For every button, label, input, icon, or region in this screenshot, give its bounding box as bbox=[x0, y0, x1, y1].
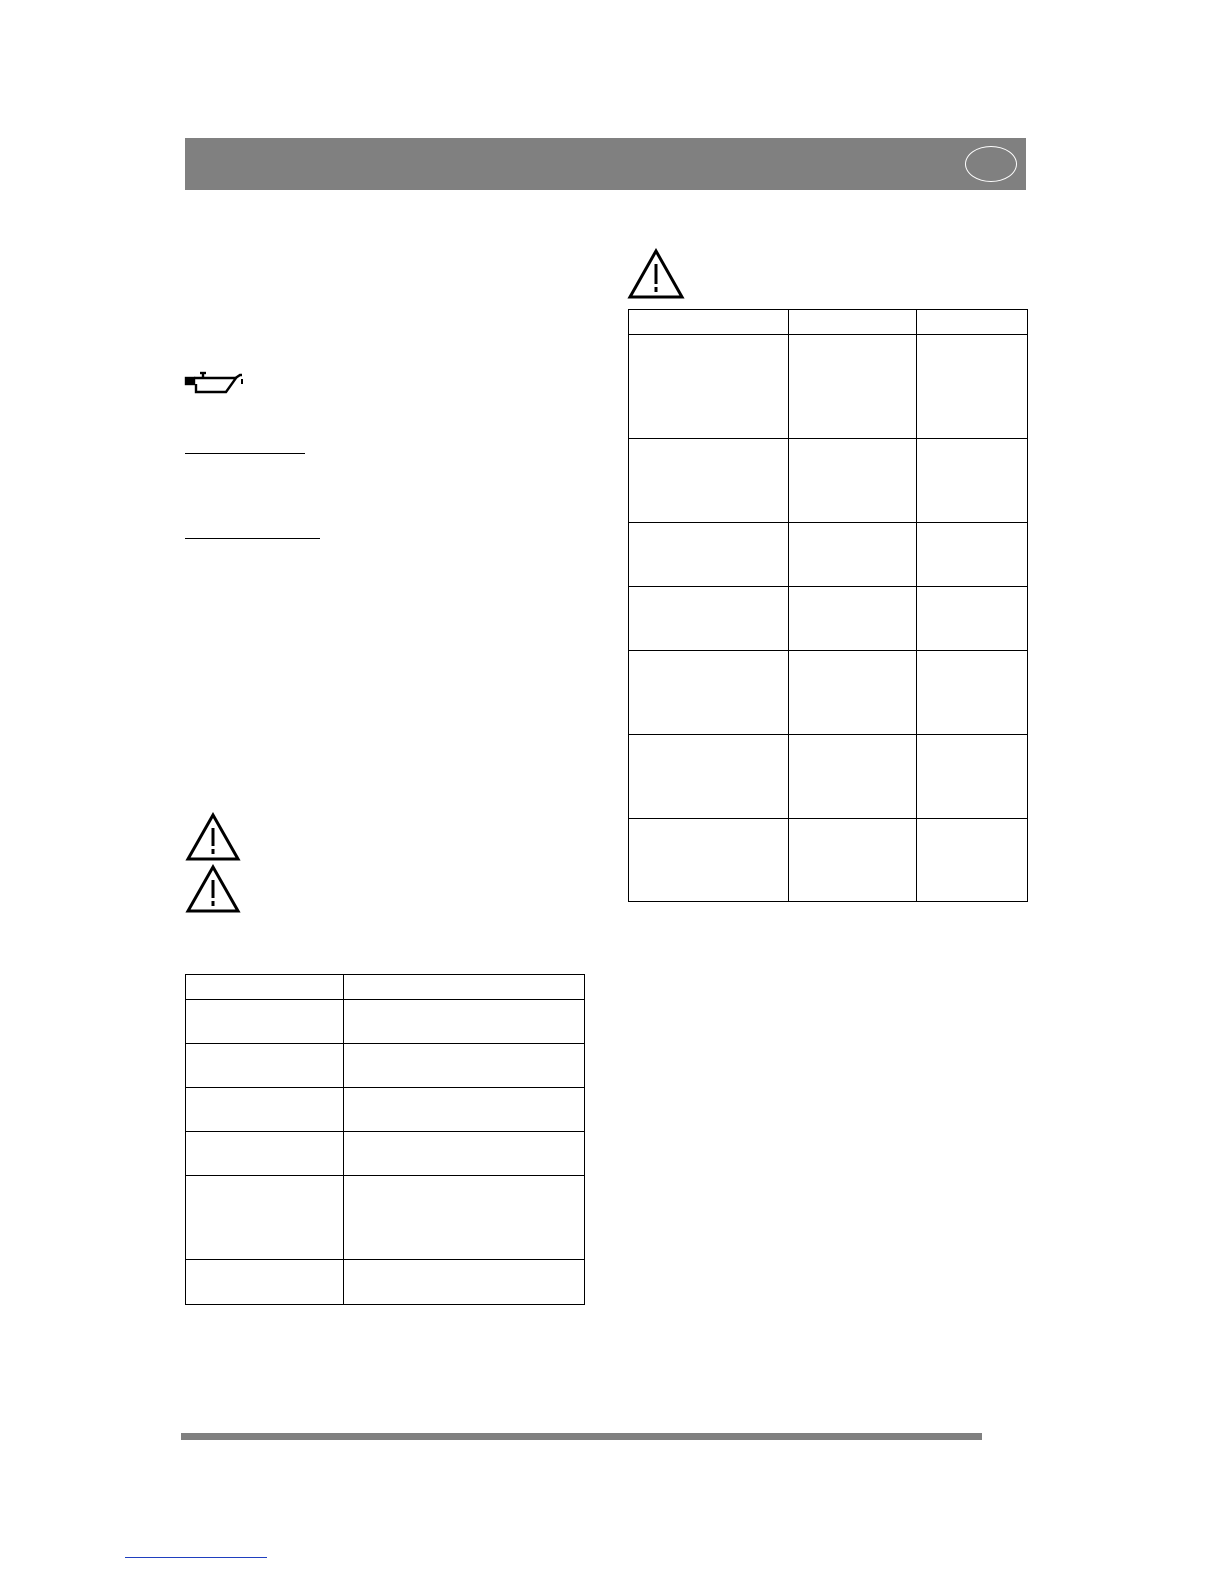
table-cell bbox=[186, 1132, 344, 1176]
table-header-cell bbox=[789, 310, 917, 335]
table-row bbox=[629, 523, 1028, 587]
table-cell bbox=[344, 1044, 585, 1088]
table-cell bbox=[629, 819, 789, 902]
table-row bbox=[186, 1000, 585, 1044]
table-row bbox=[629, 335, 1028, 439]
table-cell bbox=[629, 439, 789, 523]
table-cell bbox=[629, 651, 789, 735]
table-header-cell bbox=[186, 975, 344, 1000]
table-cell bbox=[917, 651, 1028, 735]
left-table bbox=[185, 974, 585, 1305]
table-header-row bbox=[186, 975, 585, 1000]
table-cell bbox=[344, 1000, 585, 1044]
footer-bar bbox=[181, 1433, 982, 1440]
heading-underline-1 bbox=[185, 453, 305, 454]
heading-underline-2 bbox=[185, 538, 320, 539]
table-cell bbox=[186, 1000, 344, 1044]
table-cell bbox=[917, 439, 1028, 523]
table-cell bbox=[344, 1132, 585, 1176]
table-row bbox=[629, 439, 1028, 523]
table-cell bbox=[629, 523, 789, 587]
language-badge bbox=[965, 146, 1017, 182]
table-row bbox=[186, 1260, 585, 1305]
table-cell bbox=[789, 819, 917, 902]
table-header-cell bbox=[629, 310, 789, 335]
table-cell bbox=[344, 1088, 585, 1132]
table-cell bbox=[186, 1088, 344, 1132]
warning-triangle-icon bbox=[627, 248, 685, 300]
header-bar bbox=[185, 138, 1026, 190]
table-cell bbox=[789, 651, 917, 735]
table-cell bbox=[186, 1176, 344, 1260]
table-cell bbox=[789, 439, 917, 523]
warning-triangle-icon bbox=[185, 812, 241, 862]
table-row bbox=[629, 651, 1028, 735]
table-cell bbox=[629, 335, 789, 439]
table-row bbox=[186, 1132, 585, 1176]
table-header-cell bbox=[344, 975, 585, 1000]
table-cell bbox=[186, 1044, 344, 1088]
table-cell bbox=[629, 587, 789, 651]
table-cell bbox=[917, 735, 1028, 819]
table-cell bbox=[186, 1260, 344, 1305]
table-cell bbox=[629, 735, 789, 819]
table-cell bbox=[917, 819, 1028, 902]
oil-can-icon bbox=[184, 369, 246, 397]
warning-triangle-icon bbox=[185, 864, 241, 914]
table-row bbox=[186, 1088, 585, 1132]
table-cell bbox=[344, 1260, 585, 1305]
table-cell bbox=[789, 735, 917, 819]
table-cell bbox=[789, 523, 917, 587]
table-header-row bbox=[629, 310, 1028, 335]
table-row bbox=[629, 587, 1028, 651]
table-cell bbox=[789, 587, 917, 651]
right-table bbox=[628, 309, 1028, 902]
footer-link-underline[interactable] bbox=[125, 1557, 267, 1558]
table-cell bbox=[917, 335, 1028, 439]
table-row bbox=[186, 1176, 585, 1260]
table-header-cell bbox=[917, 310, 1028, 335]
table-row bbox=[186, 1044, 585, 1088]
table-cell bbox=[917, 587, 1028, 651]
table-row bbox=[629, 735, 1028, 819]
table-cell bbox=[789, 335, 917, 439]
table-row bbox=[629, 819, 1028, 902]
table-cell bbox=[917, 523, 1028, 587]
table-cell bbox=[344, 1176, 585, 1260]
